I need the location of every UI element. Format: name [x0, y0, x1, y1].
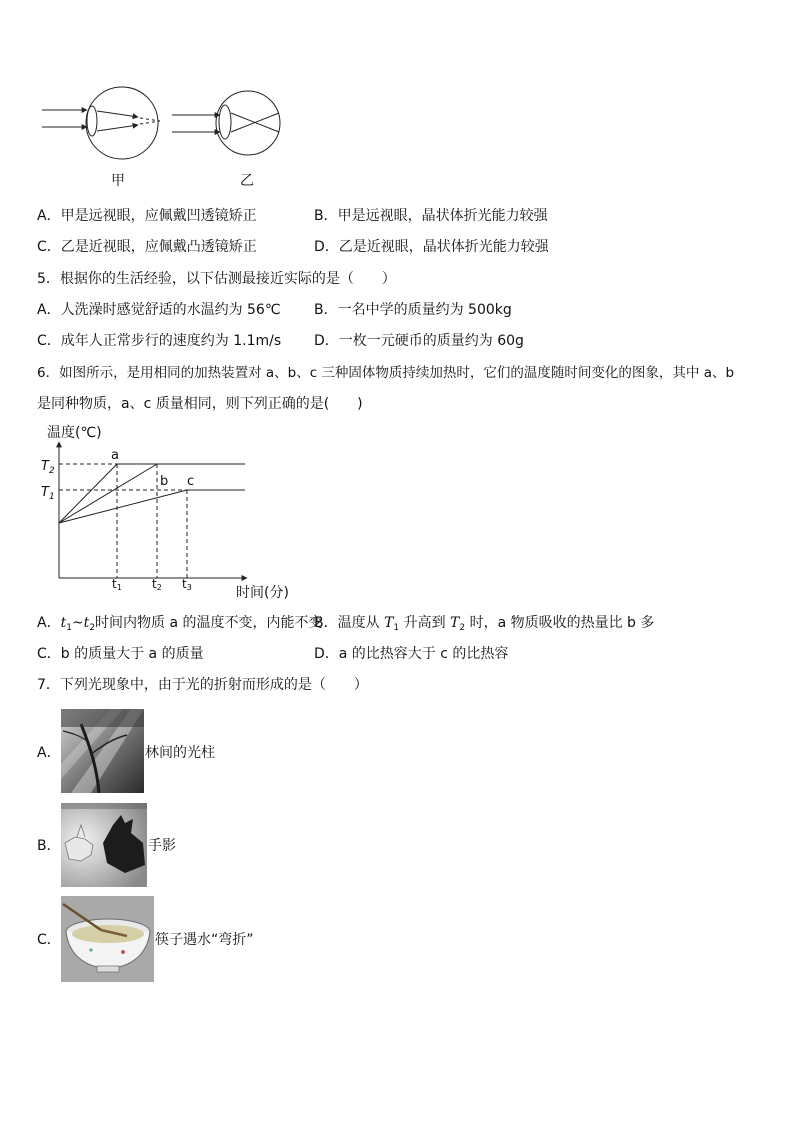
figure-label-jia: 甲	[111, 173, 125, 189]
x-tick-t1: t1	[112, 577, 122, 592]
q7-option-a-label[interactable]: A．	[37, 745, 61, 761]
q6-option-a-t: t	[60, 615, 67, 631]
q6-option-a-sub2: 2	[89, 623, 96, 633]
q6-option-b-sub2: 2	[459, 623, 466, 633]
figure-label-yi: 乙	[240, 173, 254, 189]
q4-option-c[interactable]: C．乙是近视眼，应佩戴凸透镜矫正	[37, 239, 257, 255]
q6-option-b-t1: T	[384, 615, 394, 631]
series-label-a: a	[111, 448, 119, 463]
series-label-c: c	[187, 474, 195, 489]
hand-shadow-image[interactable]	[61, 803, 147, 887]
q6-option-b-rest: 时，a 物质吸收的热量比 b 多	[465, 615, 655, 631]
q6-option-a-tilde: ~t	[71, 615, 90, 631]
series-label-b: b	[160, 474, 169, 489]
q7-stem: 7．下列光现象中，由于光的折射而形成的是（ ）	[37, 677, 368, 693]
q6-option-b-mid: 升高到	[399, 615, 451, 631]
q4-option-d[interactable]: D．乙是近视眼，晶状体折光能力较强	[314, 239, 549, 255]
q6-option-c[interactable]: C．b 的质量大于 a 的质量	[37, 646, 204, 662]
chart-y-label: 温度(℃)	[47, 425, 102, 441]
q6-stem-line-1: 6．如图所示，是用相同的加热装置对 a、b、c 三种固体物质持续加热时，它们的温度随时间变化的图象，其中 a、b	[37, 365, 735, 381]
q6-option-b-prefix: B．温度从	[314, 615, 385, 631]
x-tick-t2: t2	[152, 577, 162, 592]
q7-option-c-text: 筷子遇水“弯折”	[155, 932, 254, 948]
y-tick-t2: $T_2$	[41, 459, 55, 476]
q6-option-a[interactable]	[37, 614, 323, 637]
q6-option-b-t2: T	[450, 615, 460, 631]
q5-option-a[interactable]: A．人洗澡时感觉舒适的水温约为 56℃	[37, 302, 281, 318]
chart-x-label: 时间(分)	[236, 585, 289, 601]
forest-light-image[interactable]	[61, 709, 144, 793]
q4-option-a[interactable]: A．甲是远视眼，应佩戴凹透镜矫正	[37, 208, 257, 224]
q6-option-d[interactable]: D．a 的比热容大于 c 的比热容	[314, 646, 509, 662]
q6-option-a-sub1: 1	[66, 623, 72, 633]
q7-option-b-text: 手影	[148, 838, 176, 854]
series-c-segment-1	[59, 490, 187, 523]
eye-jia-diagram	[42, 87, 160, 159]
temperature-time-chart	[35, 420, 300, 605]
q6-options-row-1	[0, 614, 794, 632]
q5-options-row-2	[0, 332, 794, 350]
q4-option-b[interactable]: B．甲是远视眼，晶状体折光能力较强	[314, 208, 548, 224]
q4-options-row-1	[0, 207, 794, 225]
eye-yi-diagram	[172, 91, 280, 155]
q6-option-b-sub1: 1	[393, 623, 400, 633]
y-tick-t1: $T_1$	[41, 485, 55, 502]
q7-option-c-label[interactable]: C．	[37, 932, 61, 948]
q5-option-d[interactable]: D．一枚一元硬币的质量约为 60g	[314, 333, 524, 349]
q4-options-row-2	[0, 238, 794, 256]
bowl-chopstick-image[interactable]	[61, 896, 154, 982]
q5-options-row-1	[0, 301, 794, 319]
q7-option-b-label[interactable]: B．	[37, 838, 61, 854]
q5-option-b[interactable]: B．一名中学的质量约为 500kg	[314, 302, 512, 318]
q5-option-c[interactable]: C．成年人正常步行的速度约为 1.1m/s	[37, 333, 282, 349]
q6-option-a-prefix: A．	[37, 615, 61, 631]
q6-stem-line-2: 是同种物质，a、c 质量相同，则下列正确的是( )	[37, 396, 363, 412]
q6-option-b[interactable]	[314, 614, 654, 637]
q6-option-a-rest: 时间内物质 a 的温度不变，内能不变	[95, 615, 323, 631]
eye-diagram-figure	[35, 80, 295, 195]
q5-stem: 5．根据你的生活经验，以下估测最接近实际的是（ ）	[37, 271, 396, 287]
x-tick-t3: t3	[182, 577, 192, 592]
q7-option-a-text: 林间的光柱	[145, 745, 215, 761]
q6-options-row-2	[0, 645, 794, 663]
